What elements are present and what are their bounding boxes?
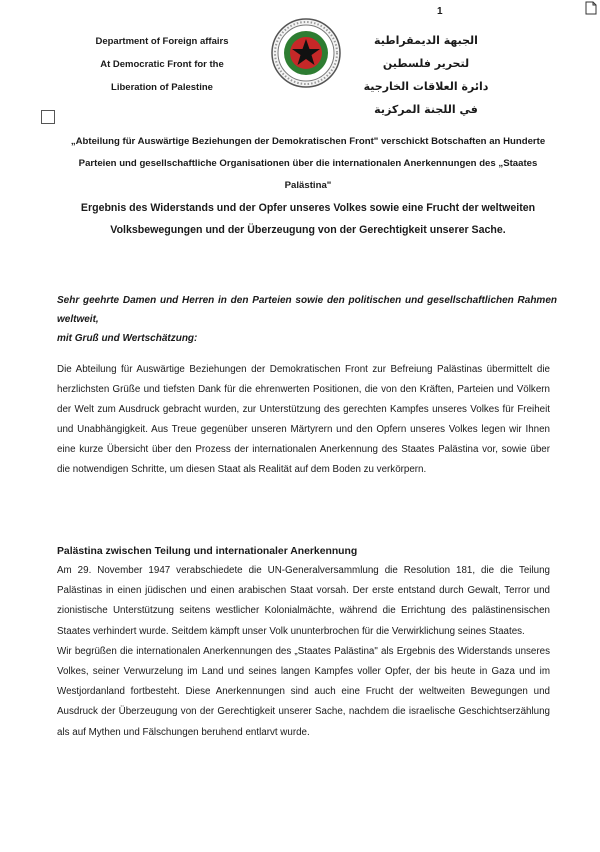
header-arabic-line: الجبهة الديمقراطية لتحرير فلسطين [374, 34, 478, 70]
header-english-line: Department of Foreign affairs [95, 36, 229, 47]
salutation [57, 291, 557, 348]
paragraph-text: Die Abteilung für Auswärtige Beziehungen der Demokratischen Front zur Befreiung Palästinas übermittelt die herzlichsten Grüße und tiefsten Dank für die ehrenwerten Positionen, die von den Kräften, Parteien und Völkern der Welt zum Ausdruck gebracht wurden, zur Unterstützung des gerechten Kampfes unseres Volkes für Freiheit und Unabhängigkeit. Aus Treue gegenüber unseren Märtyrern und den Opfern unseres Volkes legen wir Ihnen eine kurze Übersicht über den Prozess der internationalen Anerkennung des Staates Palästina vor, sowie über die notwendigen Schritte, um diesen Staat als Realität auf dem Boden zu verkörpern. [57, 364, 550, 475]
page-number: 1 [437, 6, 443, 17]
salutation-greeting: mit Gruß und Wertschätzung: [57, 333, 198, 344]
header-english-line: At Democratic Front for the [100, 59, 224, 70]
body-paragraph-1 [57, 360, 550, 480]
dflp-emblem-icon [270, 17, 342, 89]
document-title [58, 131, 558, 241]
header-english [62, 30, 262, 99]
body-section [57, 561, 550, 743]
salutation-address: Sehr geehrte Damen und Herren in den Parteien sowie den politischen und gesellschaftlichen Rahmen weltweit, [57, 295, 557, 325]
title-line-2: Ergebnis des Widerstands und der Opfer unseres Volkes sowie eine Frucht der weltweiten Volksbewegungen und der Überzeugung von der Gerechtigkeit unserer Sache. [80, 202, 536, 236]
body-paragraph-2: Am 29. November 1947 verabschiedete die UN-Generalversammlung die Resolution 181, die die Teilung Palästinas in einen jüdischen und einen arabischen Staat vorsah. Der erste entstand durch Gewalt, Terror und zionistische Unterstützung seitens westlicher Kolonialmächte, während die Errichtung des palästinensischen Staates verhindert wurde. Seitdem kämpft unser Volk ununterbrochen für die Verwirklichung seines Staates. [57, 565, 550, 637]
header-arabic-line: دائرة العلاقات الخارجية [363, 80, 489, 93]
document-corner-icon[interactable] [584, 1, 598, 15]
header-english-line: Liberation of Palestine [111, 82, 213, 93]
layout-checkbox[interactable] [41, 110, 55, 124]
body-paragraph-3: Wir begrüßen die internationalen Anerkennungen des „Staates Palästina" als Ergebnis des Widerstands unseres Volkes, seiner Verwurzelung im Land und seines langen Kampfes voller Opfer, der bis heute in Gaza und im Westjordanland fortbesteht. Diese Anerkennungen sind auch eine Frucht der weltweiten Bewegungen und Ausdruck der Überzeugung von der Gerechtigkeit unserer Sache, nachdem die israelische Geschichtserzählung als auf Mythen und Fälschungen beruhend entlarvt wurde. [57, 645, 550, 738]
title-line-1: „Abteilung für Auswärtige Beziehungen der Demokratischen Front" verschickt Botschaften an Hunderte Parteien und gesellschaftliche Organisationen über die internationalen Anerkennungen des „Staates Palästina" [70, 136, 546, 191]
header-arabic [356, 29, 496, 121]
header-arabic-line: في اللجنة المركزية [374, 103, 478, 116]
section-heading: Palästina zwischen Teilung und internationaler Anerkennung [57, 546, 358, 557]
